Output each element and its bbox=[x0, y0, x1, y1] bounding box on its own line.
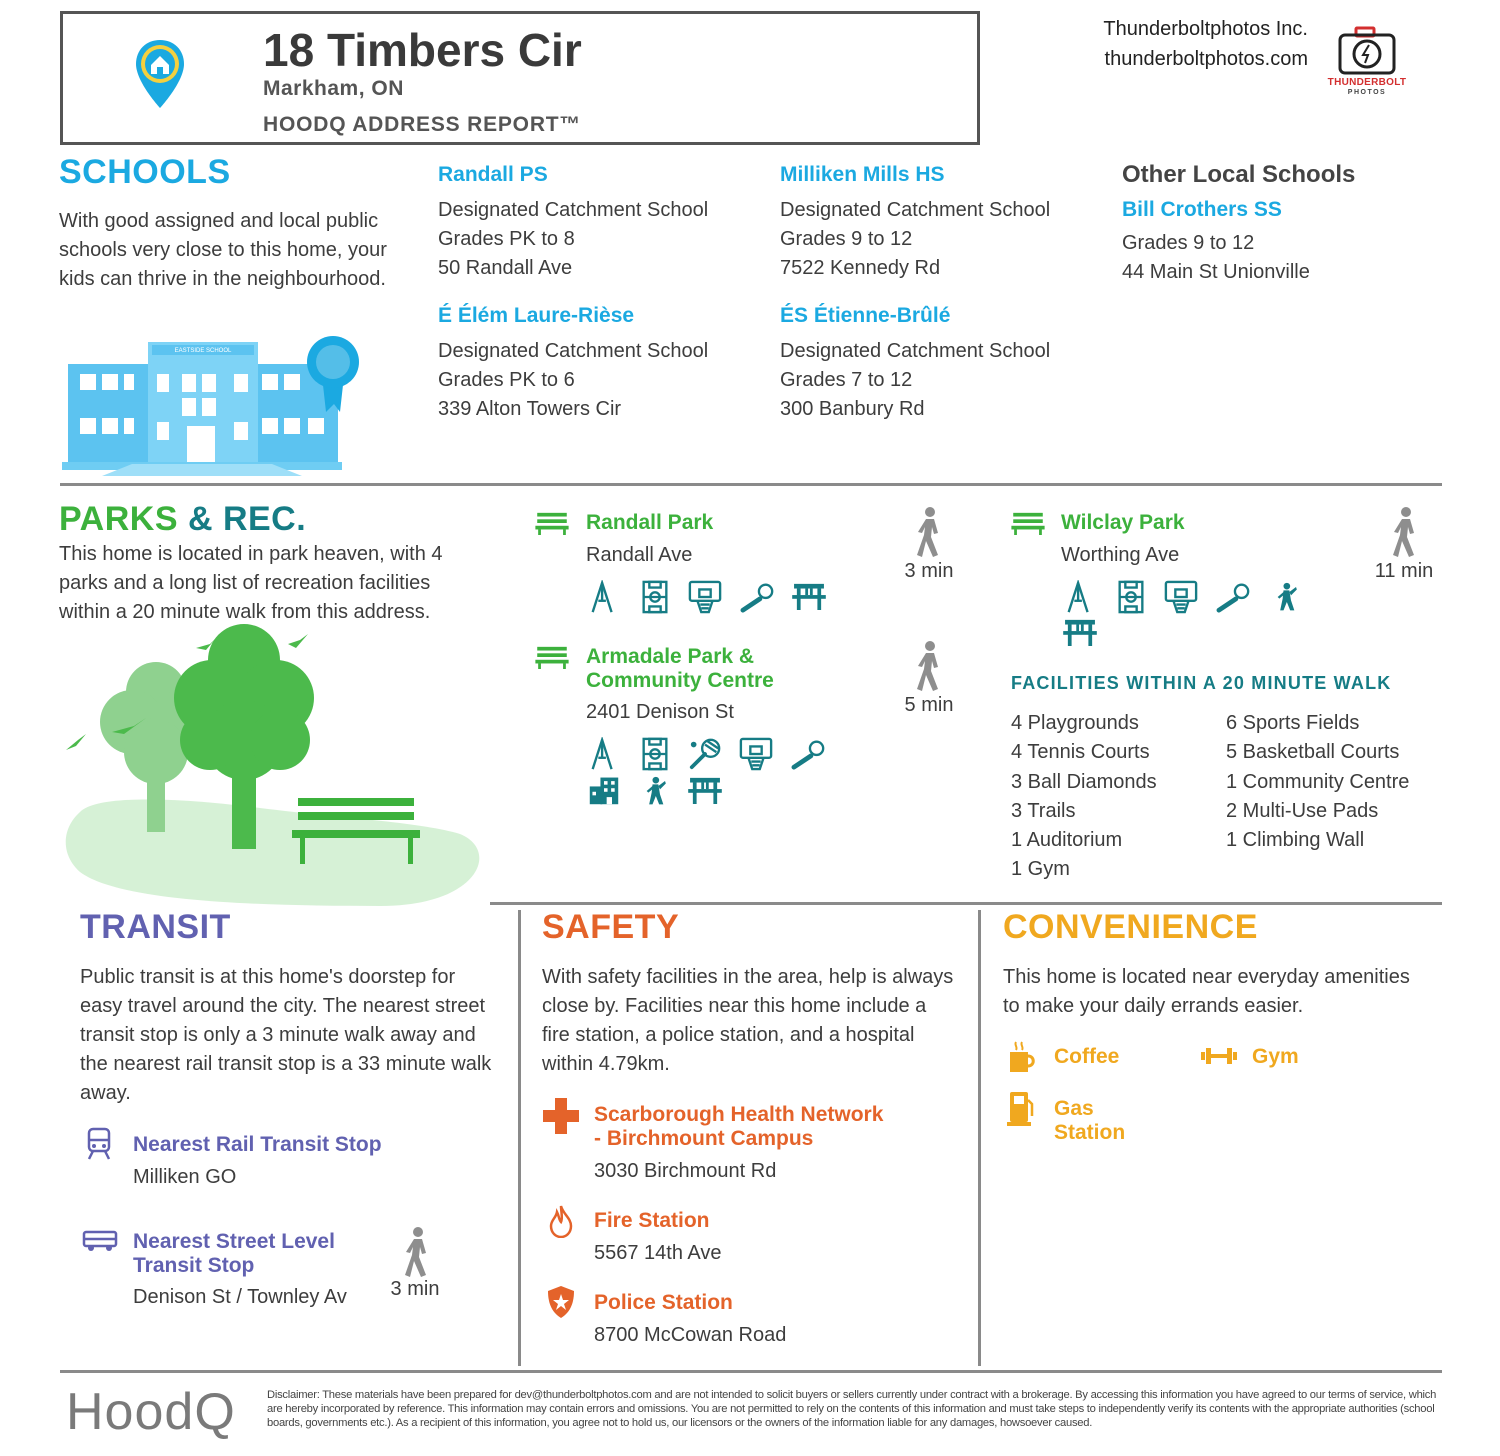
facility-item: 1 Gym bbox=[1011, 858, 1070, 881]
home-location-pin-icon bbox=[134, 38, 186, 110]
walking-person-icon bbox=[912, 641, 946, 691]
picnic-table-icon bbox=[1063, 618, 1097, 646]
park-name[interactable] bbox=[586, 645, 774, 693]
parks-description: This home is located in park heaven, with 4 parks and a long list of recreation facilities within a 20 minute walk from this address. bbox=[59, 543, 443, 623]
facility-item: 4 Playgrounds bbox=[1011, 712, 1139, 734]
park-bench-icon bbox=[535, 645, 569, 669]
school-grades: Grades 7 to 12 bbox=[780, 369, 913, 391]
school-type: Designated Catchment School bbox=[438, 340, 709, 362]
other-school-name[interactable]: Bill Crothers SS bbox=[1122, 198, 1282, 221]
facilities-heading: FACILITIES WITHIN A 20 MINUTE WALK bbox=[1011, 673, 1392, 693]
safety-description: With safety facilities in the area, help is always close by. Facilities near this home include a fire station, a police station, and a hospital within 4.79km. bbox=[542, 966, 954, 1075]
park-name[interactable]: Wilclay Park bbox=[1061, 511, 1185, 534]
sports-field-icon bbox=[638, 737, 672, 771]
walking-person-icon bbox=[1388, 507, 1422, 557]
school-type: Designated Catchment School bbox=[438, 199, 709, 221]
sports-field-icon bbox=[638, 580, 672, 614]
parks-title-word: PARKS bbox=[59, 500, 178, 538]
column-divider bbox=[518, 910, 521, 1366]
community-centre-icon bbox=[587, 774, 621, 806]
facility-item: 3 Ball Diamonds bbox=[1011, 770, 1157, 793]
picnic-table-icon bbox=[792, 582, 826, 610]
convenience-description: This home is located near everyday amenities to make your daily errands easier. bbox=[1003, 966, 1410, 1017]
school-address: 300 Banbury Rd bbox=[780, 398, 925, 420]
facilities-list-right bbox=[1226, 709, 1446, 855]
coffee-icon bbox=[1007, 1040, 1037, 1074]
climbing-icon bbox=[1271, 580, 1301, 614]
walk-time: 3 min bbox=[904, 560, 954, 582]
gas-station-label-line: Station bbox=[1054, 1121, 1126, 1144]
transit-description: Public transit is at this home's doorstep for easy travel around the city. The nearest street transit stop is only a 3 minute walk away and the nearest rail transit stop is a 33 minute walk away. bbox=[80, 966, 492, 1104]
school-grades: Grades PK to 6 bbox=[438, 369, 575, 391]
basketball-icon bbox=[1164, 580, 1198, 614]
logo-subtext: PHOTOS bbox=[1347, 89, 1387, 96]
park-address: 2401 Denison St bbox=[586, 701, 734, 723]
rail-stop-heading: Nearest Rail Transit Stop bbox=[133, 1133, 382, 1156]
facility-item: 1 Community Centre bbox=[1226, 770, 1410, 793]
school-card bbox=[780, 304, 1100, 424]
schools-description: With good assigned and local public schools very close to this home, your kids can thrive in the neighbourhood. bbox=[59, 210, 387, 290]
school-address: 339 Alton Towers Cir bbox=[438, 398, 622, 420]
other-school-address: 44 Main St Unionville bbox=[1122, 261, 1310, 283]
ball-diamond-icon bbox=[790, 737, 828, 771]
street-stop-heading-line: Nearest Street Level bbox=[133, 1230, 335, 1253]
school-card bbox=[438, 304, 758, 424]
other-schools-section bbox=[1122, 160, 1442, 287]
park-address: Worthing Ave bbox=[1061, 544, 1180, 566]
company-name: Thunderboltphotos Inc. bbox=[1103, 18, 1308, 40]
gas-station-label[interactable] bbox=[1054, 1097, 1125, 1145]
gas-pump-icon bbox=[1007, 1090, 1035, 1128]
fire-station-address: 5567 14th Ave bbox=[594, 1242, 722, 1264]
street-stop-heading bbox=[133, 1230, 335, 1278]
facility-item: 5 Basketball Courts bbox=[1226, 741, 1400, 764]
park-name-line: Community Centre bbox=[586, 669, 774, 692]
basketball-icon bbox=[688, 580, 722, 614]
logo-wordmark: THUNDERBOLT bbox=[1327, 77, 1407, 88]
picnic-table-icon bbox=[688, 776, 722, 804]
facility-item: 1 Climbing Wall bbox=[1226, 829, 1365, 852]
walk-time: 11 min bbox=[1374, 560, 1434, 582]
address-city: Markham, ON bbox=[263, 77, 404, 100]
school-type: Designated Catchment School bbox=[780, 340, 1051, 362]
walking-person-icon bbox=[912, 507, 946, 557]
school-address: 7522 Kennedy Rd bbox=[780, 257, 941, 279]
column-divider bbox=[978, 910, 981, 1366]
parks-title bbox=[59, 500, 306, 539]
facility-item: 3 Trails bbox=[1011, 799, 1076, 822]
park-bench-icon bbox=[1011, 511, 1045, 535]
dumbbell-icon bbox=[1199, 1046, 1239, 1066]
climbing-icon bbox=[640, 774, 670, 808]
hospital-cross-icon bbox=[543, 1098, 579, 1134]
transit-title: TRANSIT bbox=[80, 908, 231, 946]
school-name[interactable]: Randall PS bbox=[438, 163, 548, 186]
bus-icon bbox=[82, 1230, 118, 1252]
street-stop-heading-line: Transit Stop bbox=[133, 1254, 255, 1277]
park-address: Randall Ave bbox=[586, 544, 693, 566]
fire-icon bbox=[549, 1204, 573, 1238]
police-station-address: 8700 McCowan Road bbox=[594, 1324, 787, 1346]
coffee-label[interactable]: Coffee bbox=[1054, 1045, 1120, 1068]
gym-label[interactable]: Gym bbox=[1252, 1045, 1299, 1068]
schools-title: SCHOOLS bbox=[59, 153, 231, 191]
walking-person-icon bbox=[400, 1227, 434, 1277]
svg-text:EASTSIDE SCHOOL: EASTSIDE SCHOOL bbox=[174, 348, 232, 354]
hospital-address: 3030 Birchmount Rd bbox=[594, 1160, 777, 1182]
school-type: Designated Catchment School bbox=[780, 199, 1051, 221]
playground-icon bbox=[1063, 580, 1097, 614]
tennis-icon bbox=[688, 737, 722, 771]
police-shield-icon bbox=[547, 1285, 575, 1319]
gas-station-label-line: Gas bbox=[1054, 1097, 1094, 1120]
school-grades: Grades PK to 8 bbox=[438, 228, 575, 250]
school-card bbox=[438, 163, 758, 283]
walk-time: 5 min bbox=[904, 694, 954, 716]
rail-stop-name: Milliken GO bbox=[133, 1166, 237, 1188]
hoodq-brand: HoodQ bbox=[66, 1383, 236, 1441]
other-school-grades: Grades 9 to 12 bbox=[1122, 232, 1255, 254]
police-station-heading[interactable]: Police Station bbox=[594, 1291, 733, 1314]
fire-station-heading[interactable]: Fire Station bbox=[594, 1209, 710, 1232]
camera-logo-icon bbox=[1337, 26, 1397, 76]
school-building-illustration bbox=[62, 330, 362, 476]
section-divider bbox=[60, 483, 1442, 486]
disclaimer-text: Disclaimer: These materials have been prepared for dev@thunderboltphotos.com and are not intended to solicit buyers or sellers currently under contract with a brokerage. By accessing this information you have agreed to our terms of service, which are hereby incorporated by reference. This information may contain errors and omissions. You are not permitted to rely on the contents of this information and must take steps to independently verify its contents with the appropriate authorities (school boards, governments etc.). As a recipient of this information, you agree not to hold us, our licensors or the owners of the information liable for any damages, howsoever caused. bbox=[267, 1389, 1437, 1429]
footer-divider bbox=[60, 1370, 1442, 1373]
school-name[interactable]: Milliken Mills HS bbox=[780, 163, 945, 186]
playground-icon bbox=[587, 580, 621, 614]
facility-item: 2 Multi-Use Pads bbox=[1226, 799, 1379, 822]
park-name[interactable]: Randall Park bbox=[586, 511, 714, 534]
school-card bbox=[780, 163, 1100, 283]
street-stop-name: Denison St / Townley Av bbox=[133, 1286, 347, 1308]
school-grades: Grades 9 to 12 bbox=[780, 228, 913, 250]
school-name[interactable]: É Élém Laure-Rièse bbox=[438, 304, 635, 327]
park-bench-icon bbox=[535, 511, 569, 535]
other-schools-heading: Other Local Schools bbox=[1122, 161, 1356, 188]
walk-time: 3 min bbox=[390, 1278, 440, 1300]
company-website[interactable]: thunderboltphotos.com bbox=[1104, 48, 1308, 70]
park-name-line: Armadale Park & bbox=[586, 645, 755, 668]
report-label: HOODQ ADDRESS REPORT™ bbox=[263, 113, 582, 136]
safety-title: SAFETY bbox=[542, 908, 680, 946]
sports-field-icon bbox=[1114, 580, 1148, 614]
basketball-icon bbox=[739, 737, 773, 771]
section-divider bbox=[490, 902, 1442, 905]
hospital-heading[interactable] bbox=[594, 1103, 883, 1151]
convenience-title: CONVENIENCE bbox=[1003, 908, 1258, 946]
park-trees-illustration bbox=[60, 622, 488, 908]
hospital-name-line: - Birchmount Campus bbox=[594, 1127, 814, 1150]
rec-title-word: & REC. bbox=[187, 500, 307, 538]
hospital-name-line: Scarborough Health Network bbox=[594, 1103, 884, 1126]
school-name[interactable]: ÉS Étienne-Brûlé bbox=[780, 304, 951, 327]
school-address: 50 Randall Ave bbox=[438, 257, 573, 279]
ball-diamond-icon bbox=[739, 580, 777, 614]
address-title: 18 Timbers Cir bbox=[263, 24, 582, 76]
ball-diamond-icon bbox=[1215, 580, 1253, 614]
facility-item: 1 Auditorium bbox=[1011, 829, 1123, 852]
facilities-list-left bbox=[1011, 709, 1221, 885]
facility-item: 4 Tennis Courts bbox=[1011, 741, 1150, 764]
facility-item: 6 Sports Fields bbox=[1226, 712, 1360, 734]
train-icon bbox=[86, 1127, 112, 1161]
playground-icon bbox=[587, 737, 621, 771]
